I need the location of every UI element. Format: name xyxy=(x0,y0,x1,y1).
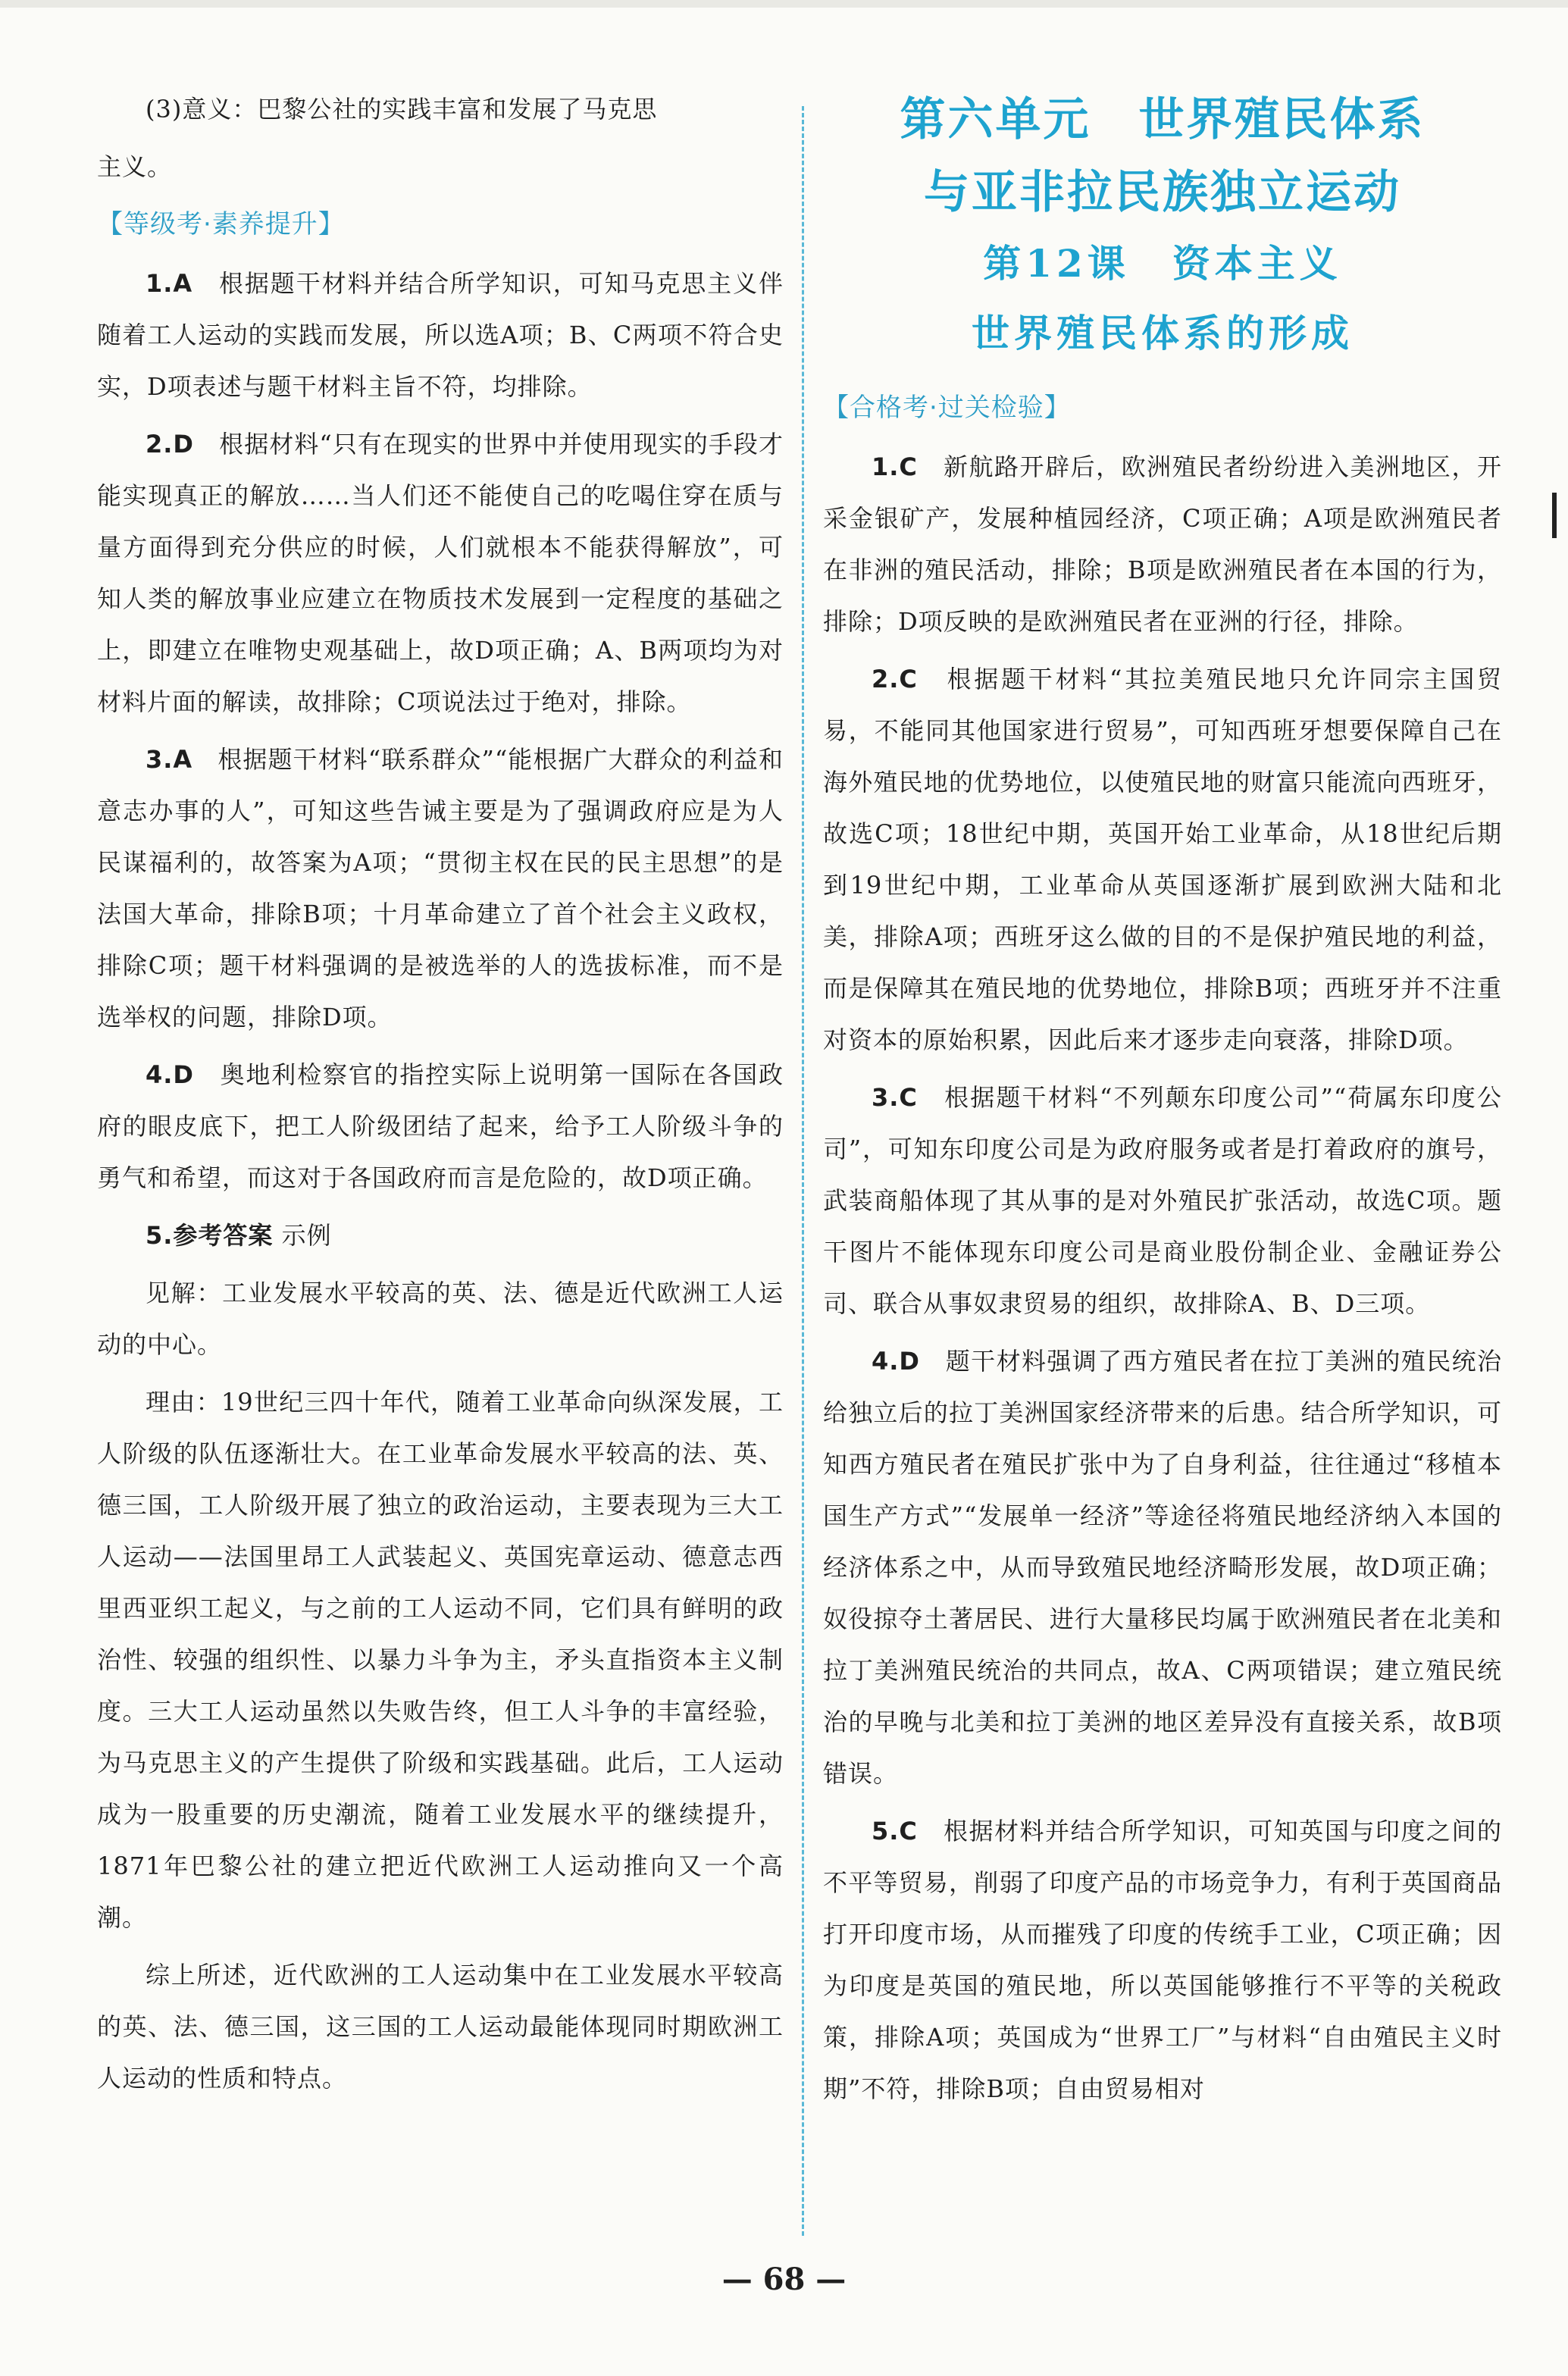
answer-r4-number: 4.D xyxy=(872,1347,920,1376)
answer-r3-text: 根据题干材料“不列颠东印度公司”“荷属东印度公司”，可知东印度公司是为政府服务或者是打着政府的旗号，武装商船体现了其从事的是对外殖民扩张活动，故选C项。题干图片不能体现东印度公司是商业股份制企业、金融证券公司、联合从事奴隶贸易的组织，故排除A、B、D三项。 xyxy=(823,1083,1502,1318)
answer-3-number: 3.A xyxy=(146,745,193,774)
answer-5-reason: 理由：19世纪三四十年代，随着工业革命向纵深发展，工人阶级的队伍逐渐壮大。在工业革命发展水平较高的法、英、德三国，工人阶级开展了独立的政治运动，主要表现为三大工人运动——法国里昂工人武装起义、英国宪章运动、德意志西里西亚织工起义，与之前的工人运动不同，它们具有鲜明的政治性、较强的组织性、以暴力斗争为主，矛头直指资本主义制度。三大工人运动虽然以失败告终，但工人斗争的丰富经验，为马克思主义的产生提供了阶级和实践基础。此后，工人运动成为一股重要的历史潮流，随着工业发展水平的继续提升，1871年巴黎公社的建立把近代欧洲工人运动推向又一个高潮。 xyxy=(97,1388,784,1932)
answer-3-text: 根据题干材料“联系群众”“能根据广大群众的利益和意志办事的人”，可知这些告诫主要是为了强调政府应是为人民谋福利的，故答案为A项；“贯彻主权在民的民主思想”的是法国大革命，排除B项；十月革命建立了首个社会主义政权，排除C项；题干材料强调的是被选举的人的选拔标准，而不是选举权的问题，排除D项。 xyxy=(97,745,784,1031)
column-divider xyxy=(802,106,804,2236)
left-column xyxy=(97,83,784,2110)
answer-r5-number: 5.C xyxy=(872,1817,918,1845)
unit-title-line-1: 第六单元 世界殖民体系 xyxy=(900,93,1426,146)
answer-5-tag: 示例 xyxy=(281,1221,332,1250)
page-number: — 68 — xyxy=(721,2262,847,2297)
answer-r4 xyxy=(823,1335,1502,1799)
answer-5-view: 见解：工业发展水平较高的英、法、德是近代欧洲工人运动的中心。 xyxy=(97,1279,784,1359)
answer-4 xyxy=(97,1049,784,1204)
answer-2 xyxy=(97,418,784,728)
answer-3 xyxy=(97,734,784,1043)
answer-5-number: 5.参考答案 xyxy=(146,1221,274,1250)
answer-1 xyxy=(97,258,784,412)
answer-r2-text: 根据题干材料“其拉美殖民地只允许同宗主国贸易，不能同其他国家进行贸易”，可知西班牙想要保障自己在海外殖民地的优势地位，以使殖民地的财富只能流向西班牙，故选C项；18世纪中期，英国开始工业革命，从18世纪后期到19世纪中期，工业革命从英国逐渐扩展到欧洲大陆和北美，排除A项；西班牙这么做的目的不是保护殖民地的利益，而是保障其在殖民地的优势地位，排除B项；西班牙并不注重对资本的原始积累，因此后来才逐步走向衰落，排除D项。 xyxy=(823,665,1502,1054)
page-edge-mark xyxy=(1552,493,1557,538)
lesson-title-line-1: 第12课 资本主义 xyxy=(983,241,1342,286)
answer-r4-text: 题干材料强调了西方殖民者在拉丁美洲的殖民统治给独立后的拉丁美洲国家经济带来的后患。结合所学知识，可知西方殖民者在殖民扩张中为了自身利益，往往通过“移植本国生产方式”“发展单一经济”等途径将殖民地经济纳入本国的经济体系之中，从而导致殖民地经济畸形发展，故D项正确；奴役掠夺土著居民、进行大量移民均属于欧洲殖民者在北美和拉丁美洲殖民统治的共同点，故A、C两项错误；建立殖民统治的早晚与北美和拉丁美洲的地区差异没有直接关系，故B项错误。 xyxy=(823,1347,1502,1788)
answer-2-number: 2.D xyxy=(146,430,194,459)
answer-r5-text: 根据材料并结合所学知识，可知英国与印度之间的不平等贸易，削弱了印度产品的市场竞争力，有利于英国商品打开印度市场，从而摧残了印度的传统手工业，C项正确；因为印度是英国的殖民地，所以英国能够推行不平等的关税政策，排除A项；英国成为“世界工厂”与材料“自由殖民主义时期”不符，排除B项；自由贸易相对 xyxy=(823,1817,1502,2103)
answer-r2 xyxy=(823,653,1502,1066)
unit-title-block xyxy=(823,83,1502,368)
answer-1-text: 根据题干材料并结合所学知识，可知马克思主义伴随着工人运动的实践而发展，所以选A项；B、C两项不符合史实，D项表述与题干材料主旨不符，均排除。 xyxy=(97,269,784,401)
answer-r3 xyxy=(823,1072,1502,1329)
answer-r2-number: 2.C xyxy=(872,665,918,693)
answer-5-header xyxy=(97,1210,784,1261)
section-heading-basic: 【合格考·过关检验】 xyxy=(823,393,1071,423)
unit-title-line-2: 与亚非拉民族独立运动 xyxy=(924,166,1401,219)
page-top-edge xyxy=(0,0,1568,8)
answer-r1 xyxy=(823,441,1502,647)
right-column xyxy=(823,83,1502,2121)
answer-5-summary: 综上所述，近代欧洲的工人运动集中在工业发展水平较高的英、法、德三国，这三国的工人运动最能体现同时期欧洲工人运动的性质和特点。 xyxy=(97,1961,784,2093)
intro-line-1: (3)意义：巴黎公社的实践丰富和发展了马克思 xyxy=(146,95,658,124)
answer-r1-number: 1.C xyxy=(872,452,918,481)
section-heading-advanced: 【等级考·素养提升】 xyxy=(97,209,345,239)
answer-r5 xyxy=(823,1805,1502,2115)
answer-4-number: 4.D xyxy=(146,1060,194,1089)
answer-r1-text: 新航路开辟后，欧洲殖民者纷纷进入美洲地区，开采金银矿产，发展种植园经济，C项正确；A项是欧洲殖民者在非洲的殖民活动，排除；B项是欧洲殖民者在本国的行为，排除；D项反映的是欧洲殖民者在亚洲的行径，排除。 xyxy=(823,452,1502,636)
answer-2-text: 根据材料“只有在现实的世界中并使用现实的手段才能实现真正的解放……当人们还不能使自己的吃喝住穿在质与量方面得到充分供应的时候，人们就根本不能获得解放”，可知人类的解放事业应建立在物质技术发展到一定程度的基础之上，即建立在唯物史观基础上，故D项正确；A、B两项均为对材料片面的解读，故排除；C项说法过于绝对，排除。 xyxy=(97,430,784,716)
lesson-title-line-2: 世界殖民体系的形成 xyxy=(972,311,1354,355)
answer-1-number: 1.A xyxy=(146,269,193,298)
answer-r3-number: 3.C xyxy=(872,1083,918,1112)
answer-4-text: 奥地利检察官的指控实际上说明第一国际在各国政府的眼皮底下，把工人阶级团结了起来，给予工人阶级斗争的勇气和希望，而这对于各国政府而言是危险的，故D项正确。 xyxy=(97,1060,784,1192)
intro-line-2: 主义。 xyxy=(97,152,173,181)
